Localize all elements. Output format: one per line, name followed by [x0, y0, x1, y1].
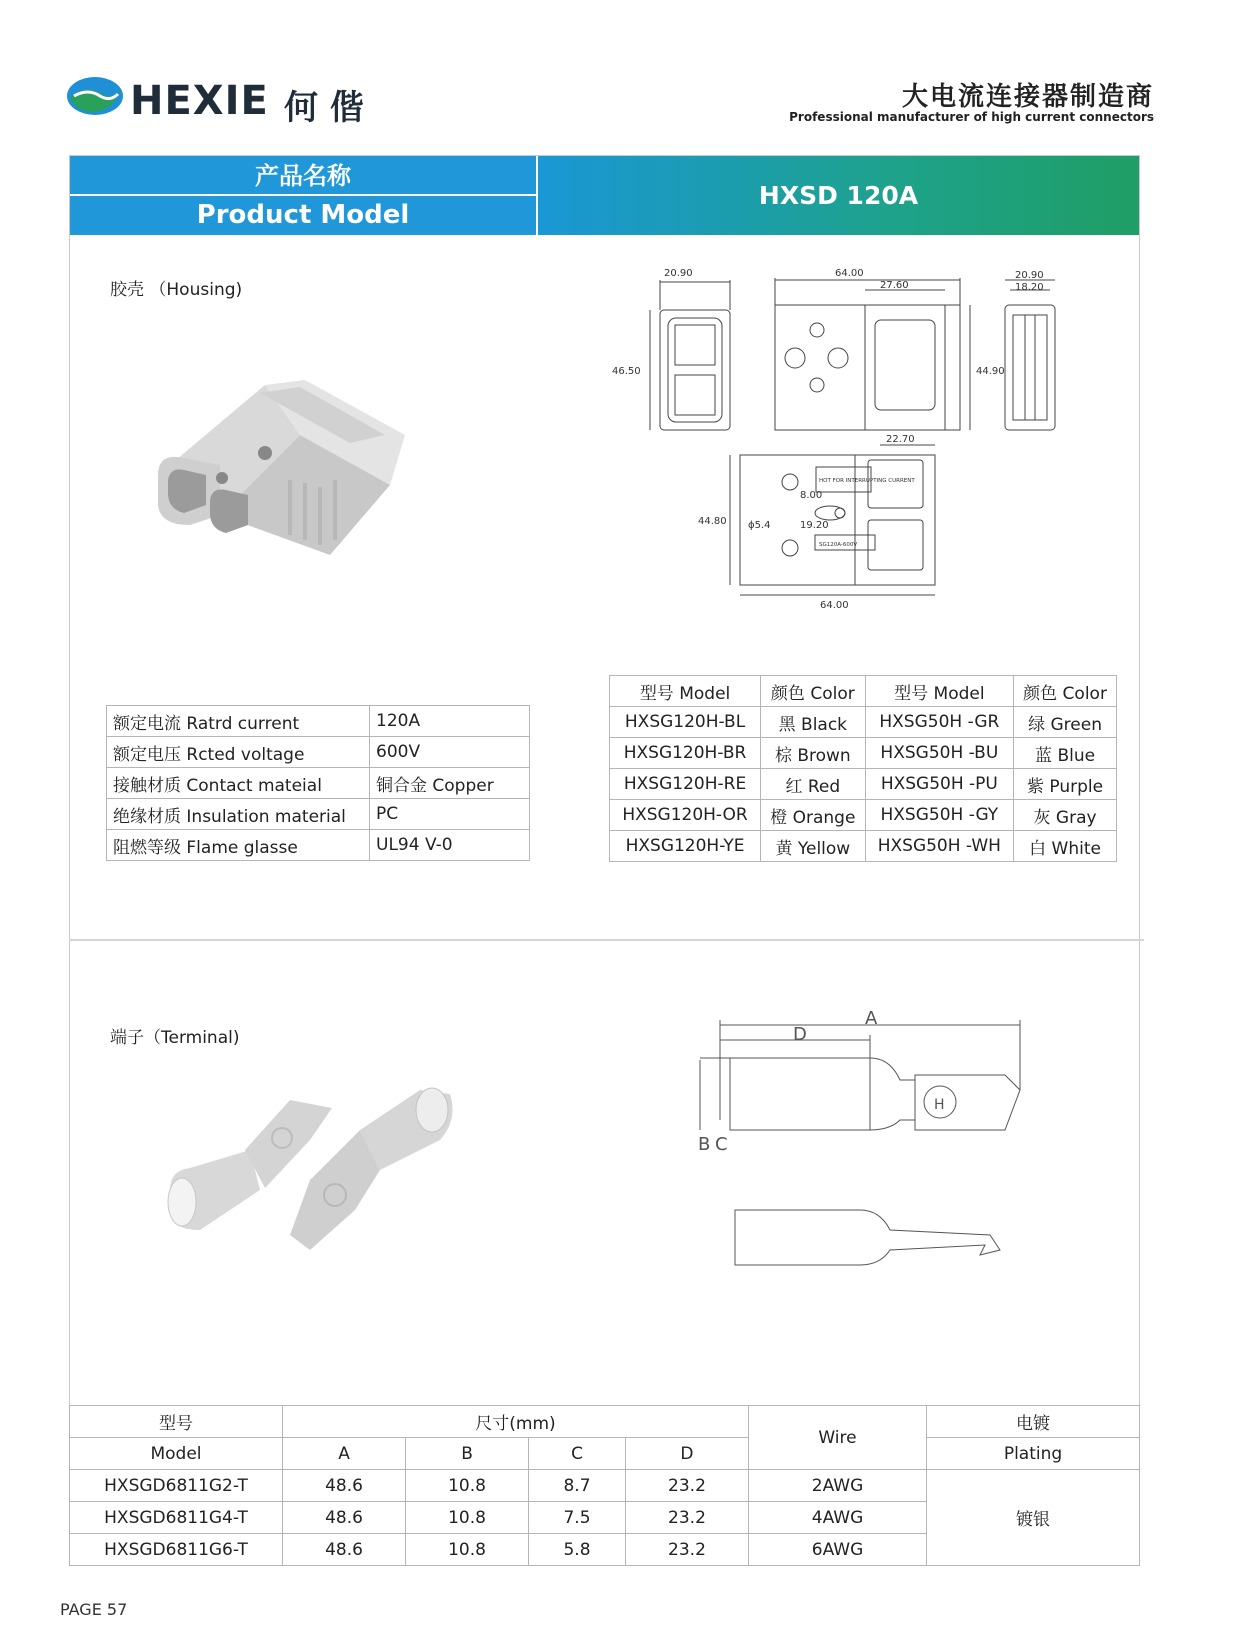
plating-value: 镀银 [927, 1470, 1140, 1566]
dim-bottom-height: 44.80 [698, 516, 727, 527]
cell: HXSGD6811G6-T [70, 1534, 283, 1566]
spec-value: 600V [370, 737, 530, 768]
cell: 2AWG [749, 1470, 927, 1502]
cell: 48.6 [283, 1502, 406, 1534]
cell: 蓝 Blue [1014, 738, 1117, 769]
cell: HXSG120H-BL [610, 707, 761, 738]
dim-pitch: 19.20 [800, 520, 829, 531]
logo-icon [66, 76, 124, 116]
cell: HXSGD6811G4-T [70, 1502, 283, 1534]
column-header: 型号 Model [865, 676, 1014, 707]
table-row [610, 738, 1117, 769]
spec-key: 接触材质 Contact mateial [107, 768, 370, 799]
table-row [107, 768, 530, 799]
table-row [610, 769, 1117, 800]
dim-front-height: 46.50 [612, 366, 641, 377]
dim-bottom-length: 64.00 [820, 600, 849, 611]
dim-top-inner: 27.60 [880, 280, 909, 291]
spec-key: 额定电流 Ratrd current [107, 706, 370, 737]
dim-top-height: 44.90 [976, 366, 1005, 377]
cell: 4AWG [749, 1502, 927, 1534]
terminal-label: 端子（Terminal) [110, 1028, 240, 1048]
housing-marking-1: HOT FOR INTERRUPTING CURRENT [819, 478, 915, 484]
column-header: D [625, 1438, 748, 1470]
table-header-row [70, 1438, 1140, 1470]
housing-marking-2: SG120A-600V [819, 542, 858, 548]
column-header: Wire [749, 1406, 927, 1470]
dim-side-width-1: 20.90 [1015, 270, 1044, 281]
spec-value: 120A [370, 706, 530, 737]
color-table [609, 675, 1117, 862]
cell: 8.7 [529, 1470, 626, 1502]
cell: HXSG120H-OR [610, 800, 761, 831]
column-header: 颜色 Color [761, 676, 866, 707]
spec-key: 阻燃等级 Flame glasse [107, 830, 370, 861]
housing-label: 胶壳 （Housing) [110, 280, 243, 300]
column-header: C [529, 1438, 626, 1470]
page-number: PAGE 57 [60, 1600, 128, 1619]
cell: 棕 Brown [761, 738, 866, 769]
cell: 10.8 [406, 1470, 529, 1502]
housing-drawings [612, 268, 1120, 630]
cell: HXSG50H -WH [865, 831, 1014, 862]
cell: 5.8 [529, 1534, 626, 1566]
column-header: 型号 [70, 1406, 283, 1438]
cell: 23.2 [625, 1534, 748, 1566]
terminal-dim-a: A [865, 1008, 878, 1029]
table-row [107, 737, 530, 768]
table-row [107, 830, 530, 861]
terminal-drawings [690, 1010, 1050, 1280]
column-header: Model [70, 1438, 283, 1470]
terminal-table [69, 1405, 1140, 1566]
column-header: 颜色 Color [1014, 676, 1117, 707]
product-name-label-cn: 产品名称 [255, 162, 351, 190]
cell: 灰 Gray [1014, 800, 1117, 831]
cell: 绿 Green [1014, 707, 1117, 738]
tagline-en: Professional manufacturer of high current connectors [789, 110, 1154, 124]
cell: 紫 Purple [1014, 769, 1117, 800]
terminal-dim-d: D [793, 1024, 807, 1045]
terminal-dim-c: C [715, 1134, 728, 1155]
cell: HXSG50H -BU [865, 738, 1014, 769]
column-header: Plating [927, 1438, 1140, 1470]
cell: HXSG120H-RE [610, 769, 761, 800]
cell: 白 White [1014, 831, 1117, 862]
column-header: 尺寸(mm) [283, 1406, 749, 1438]
product-model-value: HXSD 120A [538, 156, 1139, 235]
spec-key: 额定电压 Rcted voltage [107, 737, 370, 768]
spec-value: UL94 V-0 [370, 830, 530, 861]
cell: 10.8 [406, 1502, 529, 1534]
cell: 48.6 [283, 1470, 406, 1502]
cell: 黑 Black [761, 707, 866, 738]
cell: 6AWG [749, 1534, 927, 1566]
table-header-row [610, 676, 1117, 707]
table-row [107, 706, 530, 737]
spec-value: PC [370, 799, 530, 830]
terminal-photo [160, 1080, 460, 1260]
cell: HXSGD6811G2-T [70, 1470, 283, 1502]
cell: HXSG50H -PU [865, 769, 1014, 800]
column-header: 型号 Model [610, 676, 761, 707]
cell: HXSG120H-YE [610, 831, 761, 862]
brand-name-cn: 何 偕 [284, 88, 364, 128]
cell: 橙 Orange [761, 800, 866, 831]
column-header: 电镀 [927, 1406, 1140, 1438]
table-header-row [70, 1406, 1140, 1438]
table-row [610, 800, 1117, 831]
spec-value: 铜合金 Copper [370, 768, 530, 799]
dim-bottom-width: 22.70 [886, 434, 915, 445]
table-row [610, 707, 1117, 738]
dim-front-width: 20.90 [664, 268, 693, 279]
table-row [610, 831, 1117, 862]
dim-top-width: 64.00 [835, 268, 864, 279]
cell: HXSG50H -GY [865, 800, 1014, 831]
column-header: A [283, 1438, 406, 1470]
column-header: B [406, 1438, 529, 1470]
cell: 黄 Yellow [761, 831, 866, 862]
terminal-dim-b: B [698, 1134, 711, 1155]
cell: 红 Red [761, 769, 866, 800]
cell: HXSG50H -GR [865, 707, 1014, 738]
cell: 10.8 [406, 1534, 529, 1566]
cell: 48.6 [283, 1534, 406, 1566]
table-row [70, 1470, 1140, 1502]
tagline-cn: 大电流连接器制造商 [901, 82, 1154, 112]
spec-table [106, 705, 530, 861]
terminal-stamp-h: H [934, 1097, 945, 1113]
product-model-label: Product Model [196, 200, 410, 230]
spec-key: 绝缘材质 Insulation material [107, 799, 370, 830]
brand-name: HEXIE [130, 78, 269, 124]
housing-photo [150, 375, 410, 565]
table-row [107, 799, 530, 830]
cell: HXSG120H-BR [610, 738, 761, 769]
cell: 7.5 [529, 1502, 626, 1534]
dim-side-width-2: 18.20 [1015, 282, 1044, 293]
dim-diameter: ɸ5.4 [748, 520, 771, 531]
cell: 23.2 [625, 1470, 748, 1502]
section-divider [69, 939, 1144, 941]
cell: 23.2 [625, 1502, 748, 1534]
dim-hole: 8.00 [800, 490, 823, 501]
